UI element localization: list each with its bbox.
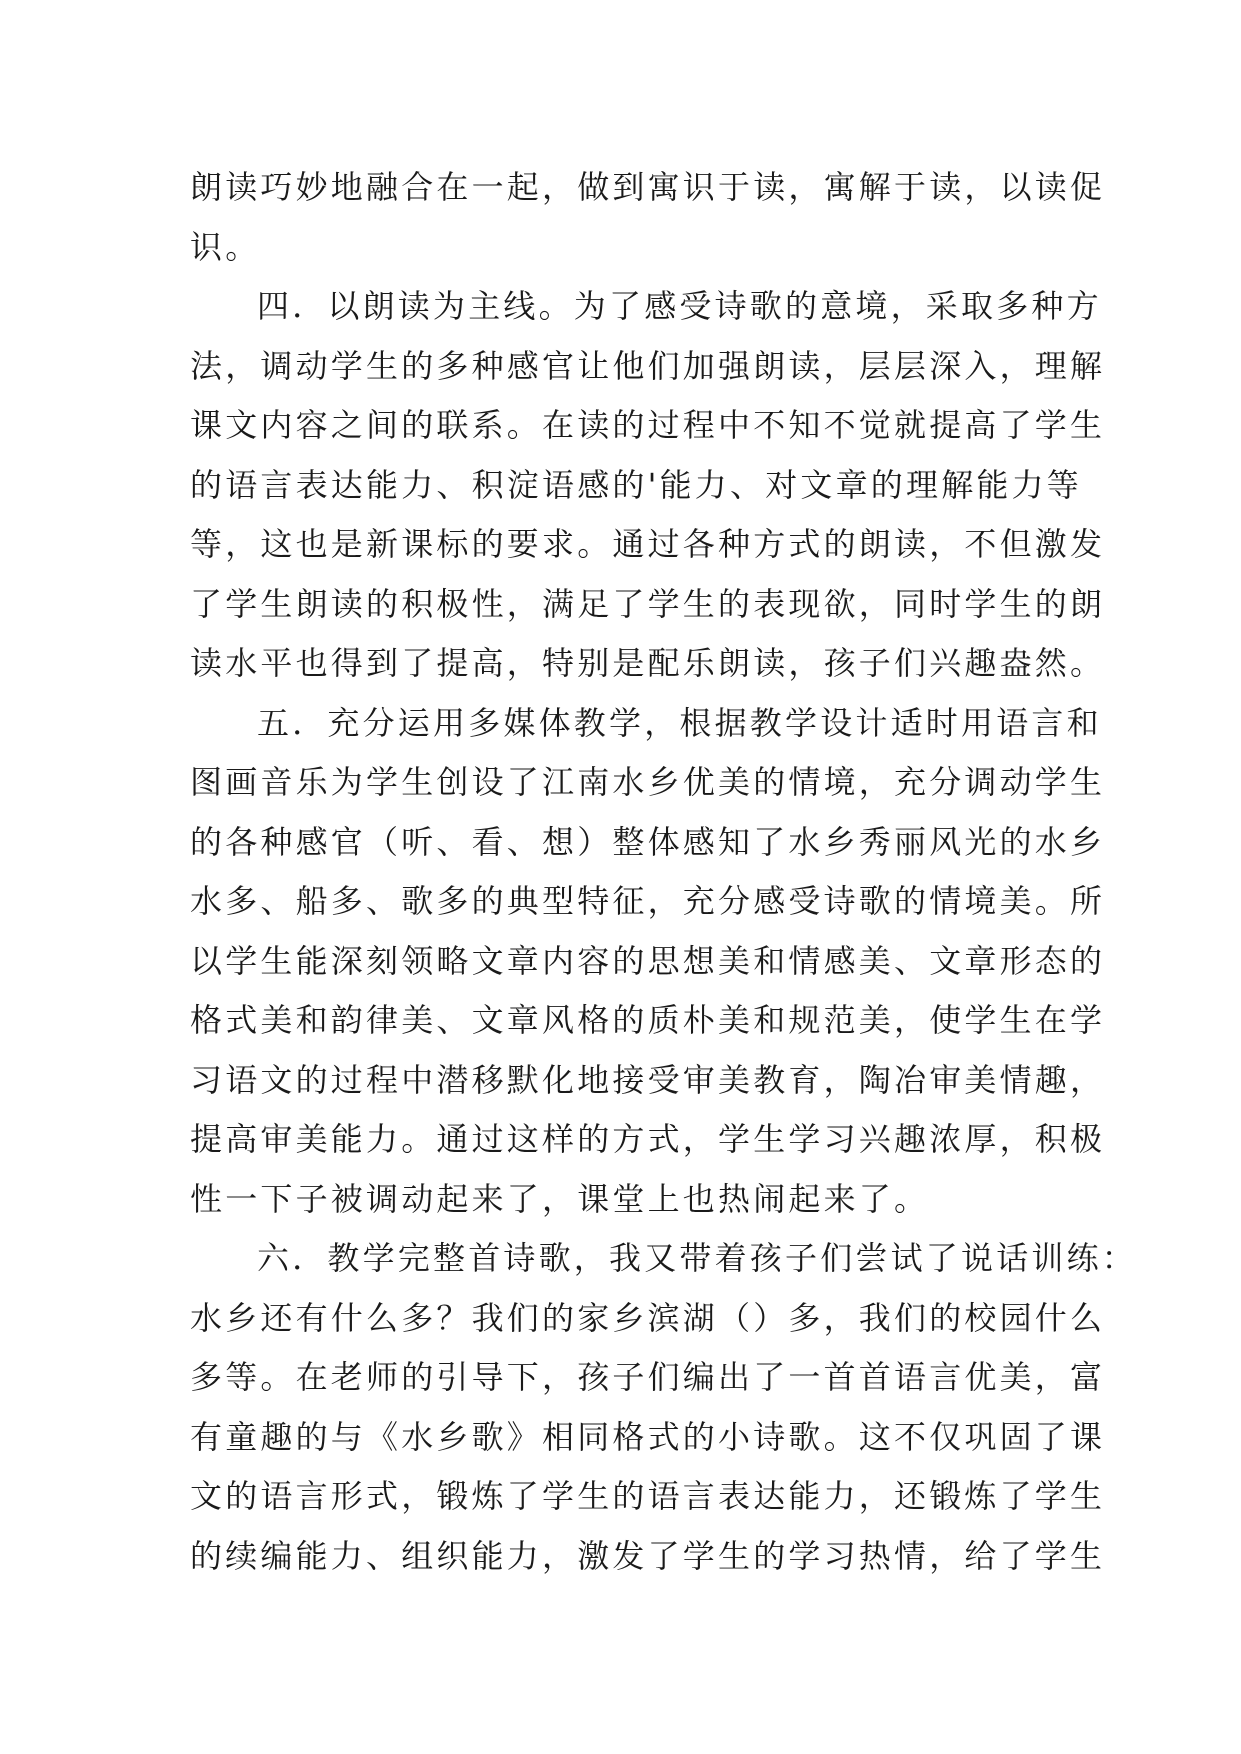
text-line: 的各种感官（听、看、想）整体感知了水乡秀丽风光的水乡 (190, 822, 1106, 861)
text-line: 课文内容之间的联系。在读的过程中不知不觉就提高了学生 (190, 406, 1106, 444)
text-line: 的续编能力、组织能力，激发了学生的学习热情，给了学生 (190, 1536, 1106, 1575)
text-line: 水多、船多、歌多的典型特征，充分感受诗歌的情境美。所 (190, 882, 1106, 920)
text-line: 了学生朗读的积极性，满足了学生的表现欲，同时学生的朗 (190, 584, 1106, 623)
text-line: 文的语言形式，锻炼了学生的语言表达能力，还锻炼了学生 (190, 1477, 1106, 1515)
text-line: 等，这也是新课标的要求。通过各种方式的朗读，不但激发 (190, 525, 1106, 563)
text-line: 水乡还有什么多？我们的家乡滨湖（）多，我们的校园什么 (190, 1298, 1106, 1337)
paragraph-start-line: 四．以朗读为主线。为了感受诗歌的意境，采取多种方 (257, 287, 1102, 325)
text-line: 提高审美能力。通过这样的方式，学生学习兴趣浓厚，积极 (190, 1120, 1106, 1158)
text-line: 读水平也得到了提高，特别是配乐朗读，孩子们兴趣盎然。 (190, 644, 1106, 682)
text-line: 有童趣的与《水乡歌》相同格式的小诗歌。这不仅巩固了课 (190, 1417, 1106, 1456)
paragraph-start-line: 六．教学完整首诗歌，我又带着孩子们尝试了说话训练： (257, 1239, 1138, 1277)
text-line: 的语言表达能力、积淀语感的'能力、对文章的理解能力等 (190, 465, 1082, 504)
text-line: 性一下子被调动起来了，课堂上也热闹起来了。 (190, 1179, 930, 1218)
text-line: 以学生能深刻领略文章内容的思想美和情感美、文章形态的 (190, 941, 1106, 980)
text-line: 格式美和韵律美、文章风格的质朴美和规范美，使学生在学 (190, 1001, 1106, 1039)
body-text (190, 158, 1138, 1586)
paragraph-start-line: 五．充分运用多媒体教学，根据教学设计适时用语言和 (257, 703, 1102, 742)
text-line: 朗读巧妙地融合在一起，做到寓识于读，寓解于读，以读促 (190, 168, 1106, 206)
text-line: 识。 (190, 227, 261, 266)
text-line: 图画音乐为学生创设了江南水乡优美的情境，充分调动学生 (190, 763, 1106, 801)
text-line: 习语文的过程中潜移默化地接受审美教育，陶冶审美情趣， (190, 1060, 1106, 1099)
text-line: 多等。在老师的引导下，孩子们编出了一首首语言优美，富 (190, 1358, 1106, 1396)
text-line: 法，调动学生的多种感官让他们加强朗读，层层深入，理解 (190, 346, 1106, 385)
